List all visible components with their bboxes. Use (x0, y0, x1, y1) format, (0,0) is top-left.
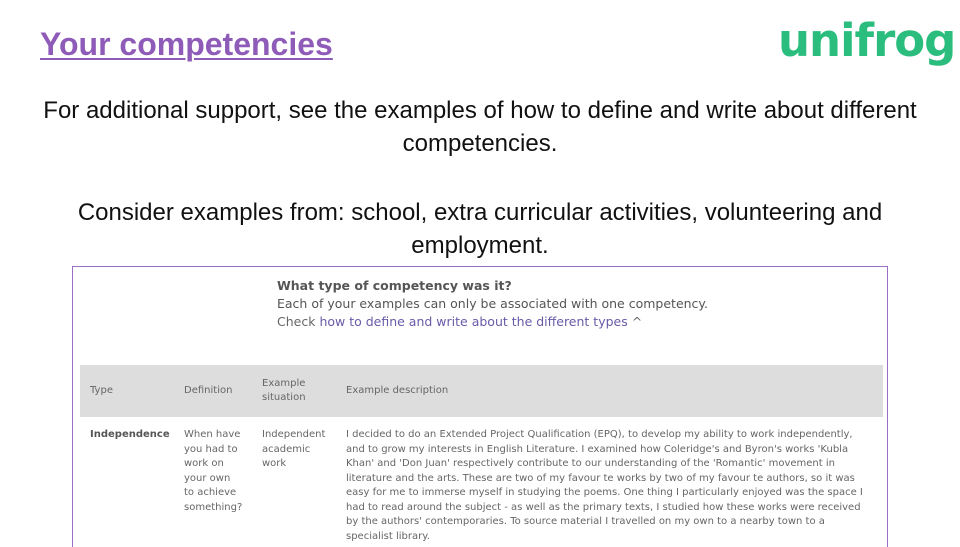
support-paragraph: For additional support, see the examples of how to define and write about different competencies. (43, 97, 917, 157)
cell-situation: Independent academic work (262, 429, 326, 469)
competency-note: Each of your examples can only be associated with one competency. (277, 296, 709, 311)
link-text[interactable]: how to define and write about the different types (319, 314, 628, 329)
competency-table (80, 365, 883, 544)
table-header-row (80, 365, 883, 417)
define-types-link[interactable] (277, 313, 708, 331)
link-prefix: Check (277, 314, 320, 329)
header-description: Example description (346, 385, 449, 396)
header-situation: Example situation (262, 378, 306, 403)
header-definition: Definition (184, 385, 233, 396)
screenshot-header (277, 277, 708, 331)
embedded-screenshot (72, 266, 888, 547)
competency-question: What type of competency was it? (277, 278, 512, 293)
cell-description: I decided to do an Extended Project Qualification (EPQ), to develop my ability to work independently, and to grow my interests in English Literature. I examined how Coleridge's and Byron's works 'Kubla Khan' and 'Don Juan' respectively contribute to our understanding of the 'Romantic' movement in literature and the arts. These are two of my favour te works by two of my favour te authors, so it was easy for me to immerse myself in studying the poems. One thing I particularly enjoyed was the space I had to read around the subject - as well as the primary texts, I studied how these works were received by the authors' contemporaries. To source material I travelled on my own to a nearby town to a specialist library. (346, 429, 863, 542)
chevron-up-icon: ^ (627, 314, 643, 329)
examples-paragraph: Consider examples from: school, extra curricular activities, volunteering and employment. (77, 199, 883, 259)
cell-definition: When have you had to work on your own to achieve something? (184, 429, 243, 513)
table-row (80, 417, 883, 544)
slide-title: Your competencies (40, 26, 333, 62)
header-type: Type (90, 385, 113, 396)
cell-type: Independence (90, 429, 170, 440)
unifrog-logo: unifrog (778, 14, 956, 67)
